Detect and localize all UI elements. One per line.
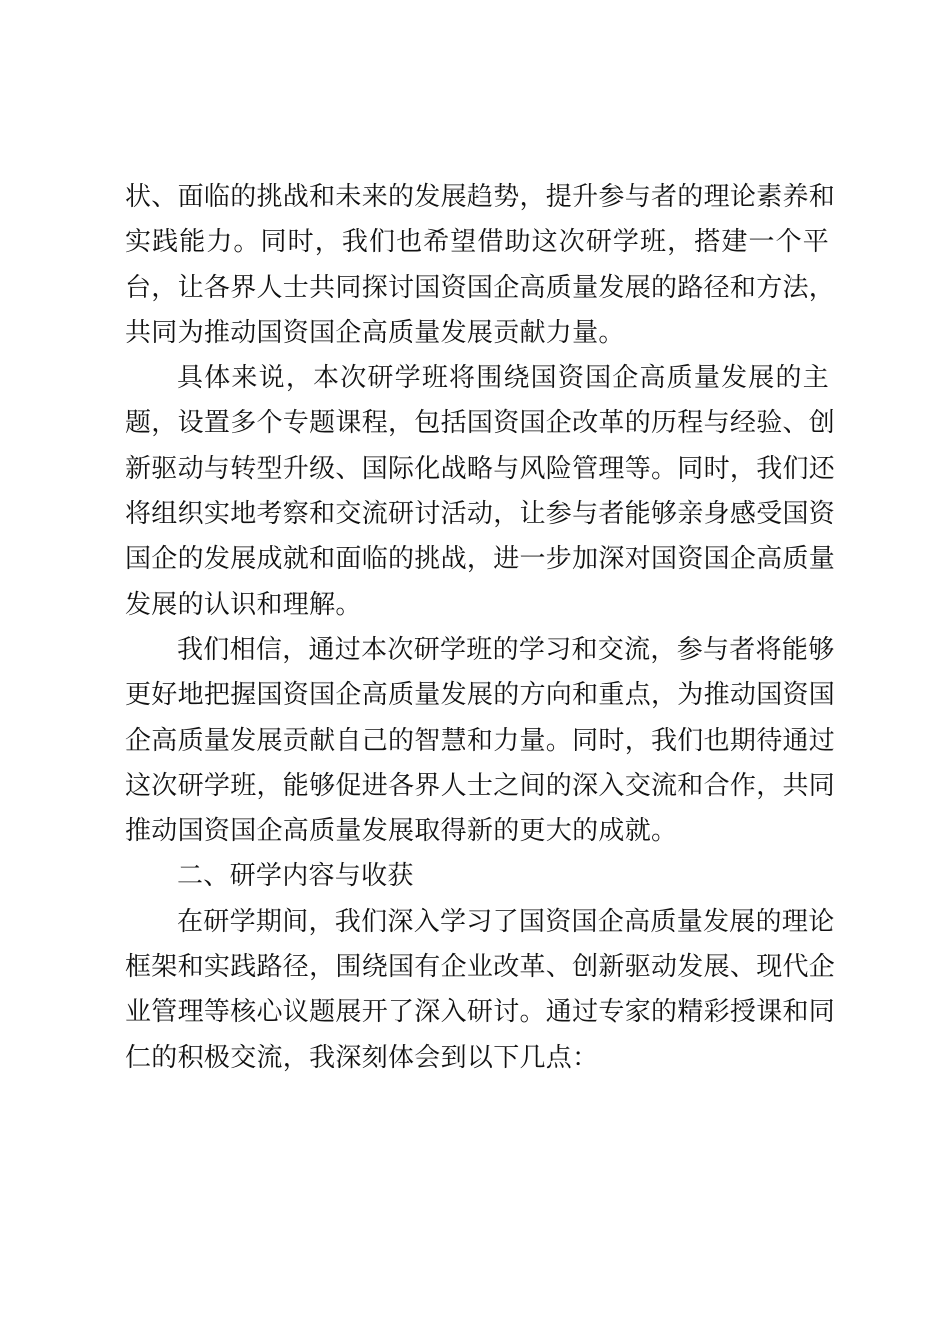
text-line: 企高质量发展贡献自己的智慧和力量。同时，我们也期待通过 (125, 725, 836, 756)
text-line: 业管理等核心议题展开了深入研讨。通过专家的精彩授课和同 (125, 997, 836, 1028)
text-line: 共同为推动国资国企高质量发展贡献力量。 (125, 317, 625, 348)
text-line: 更好地把握国资国企高质量发展的方向和重点，为推动国资国 (125, 680, 836, 711)
text-line: 新驱动与转型升级、国际化战略与风险管理等。同时，我们还 (125, 453, 836, 484)
text-line: 状、面临的挑战和未来的发展趋势，提升参与者的理论素养和 (125, 182, 836, 212)
paragraph-first-line: 在研学期间，我们深入学习了国资国企高质量发展的理论 (177, 906, 835, 937)
section-heading: 二、研学内容与收获 (177, 861, 414, 892)
paragraph-first-line: 具体来说，本次研学班将围绕国资国企高质量发展的主 (177, 363, 829, 394)
paragraph-first-line: 我们相信，通过本次研学班的学习和交流，参与者将能够 (177, 634, 835, 665)
body-text (125, 175, 836, 1081)
text-line: 将组织实地考察和交流研讨活动，让参与者能够亲身感受国资 (125, 499, 836, 530)
text-line: 仁的积极交流，我深刻体会到以下几点： (125, 1042, 599, 1073)
text-line: 实践能力。同时，我们也希望借助这次研学班，搭建一个平 (125, 227, 829, 258)
text-line: 国企的发展成就和面临的挑战，进一步加深对国资国企高质量 (125, 544, 836, 575)
text-line: 这次研学班，能够促进各界人士之间的深入交流和合作，共同 (125, 770, 836, 801)
text-line: 题，设置多个专题课程，包括国资国企改革的历程与经验、创 (125, 408, 836, 439)
text-line: 框架和实践路径，围绕国有企业改革、创新驱动发展、现代企 (125, 952, 836, 983)
text-line: 台，让各界人士共同探讨国资国企高质量发展的路径和方法， (125, 272, 836, 303)
text-line: 发展的认识和理解。 (125, 589, 362, 620)
text-line: 推动国资国企高质量发展取得新的更大的成就。 (125, 816, 678, 847)
